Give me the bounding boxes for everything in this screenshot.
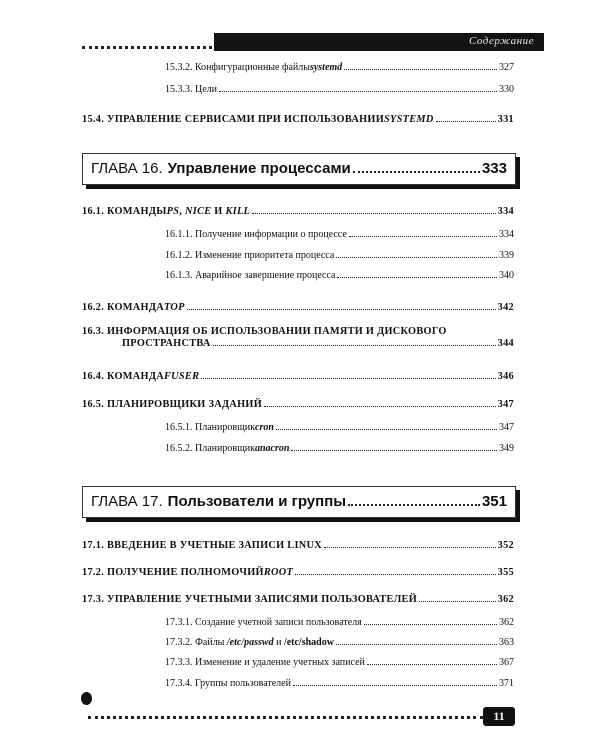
toc-section-17-3[interactable] <box>82 594 514 605</box>
entry-title: Файлы <box>195 637 227 648</box>
entry-number: 17.3.4. <box>165 678 193 689</box>
toc-section-16-4[interactable] <box>82 371 514 382</box>
toc-section-16-5[interactable] <box>82 399 514 410</box>
toc-entry-17-3-4[interactable] <box>165 678 514 689</box>
entry-title: Создание учетной записи пользователя <box>195 617 362 628</box>
section-page: 342 <box>497 302 514 313</box>
section-title: УПРАВЛЕНИЕ СЕРВИСАМИ ПРИ ИСПОЛЬЗОВАНИИ <box>106 114 384 125</box>
section-title-sep: И <box>211 206 226 217</box>
chapter-17-heading <box>91 493 507 510</box>
footer-dotted-rule <box>88 716 483 719</box>
entry-number: 17.3.3. <box>165 657 193 668</box>
section-title: ВВЕДЕНИЕ В УЧЕТНЫЕ ЗАПИСИ LINUX <box>106 540 322 551</box>
section-page: 334 <box>497 206 514 217</box>
footer-bullet-icon <box>81 692 92 705</box>
entry-number: 17.3.2. <box>165 637 193 648</box>
entry-title: Планировщик <box>195 422 255 433</box>
chapter-label: ГЛАВА 17. <box>91 493 163 510</box>
toc-section-16-1[interactable] <box>82 206 514 217</box>
section-title-italic: KILL <box>225 206 251 217</box>
header-dotted-rule <box>82 46 212 49</box>
entry-page: 347 <box>499 422 514 433</box>
section-title-italic: NICE <box>185 206 212 217</box>
section-number: 16.2. <box>82 302 105 313</box>
entry-title-italic: cron <box>255 422 274 433</box>
page-number: 11 <box>493 709 505 723</box>
section-title-italic: FUSER <box>163 371 200 382</box>
dot-leader <box>201 378 495 379</box>
chapter-16-heading <box>91 160 507 177</box>
entry-title: Группы пользователей <box>195 678 291 689</box>
section-16-3-line2 <box>122 338 514 349</box>
toc-section-16-2[interactable] <box>82 302 514 313</box>
toc-entry-16-1-3[interactable] <box>165 270 514 281</box>
dot-leader <box>324 547 496 548</box>
dot-leader <box>344 69 497 70</box>
dot-leader <box>348 504 480 506</box>
dot-leader <box>219 91 497 92</box>
entry-page: 340 <box>499 270 514 281</box>
section-number: 16.1. <box>82 206 105 217</box>
dot-leader <box>252 213 496 214</box>
section-title-line2: ПРОСТРАНСТВА <box>122 338 211 349</box>
entry-title: Изменение приоритета процесса <box>195 250 335 261</box>
toc-entry-17-3-2[interactable] <box>165 637 514 648</box>
toc-section-15-4[interactable] <box>82 114 514 125</box>
section-page: 346 <box>497 371 514 382</box>
entry-page: 349 <box>499 443 514 454</box>
entry-number: 16.1.1. <box>165 229 193 240</box>
section-title-sep: , <box>179 206 186 217</box>
section-title: КОМАНДА <box>106 371 164 382</box>
entry-title: Планировщик <box>195 443 255 454</box>
dot-leader <box>291 450 497 451</box>
toc-section-17-2[interactable] <box>82 567 514 578</box>
entry-page: 362 <box>499 617 514 628</box>
chapter-16-box[interactable] <box>82 153 516 185</box>
entry-number: 15.3.3. <box>165 84 193 95</box>
dot-leader <box>264 406 496 407</box>
entry-page: 363 <box>499 637 514 648</box>
entry-title: Изменение и удаление учетных записей <box>195 657 365 668</box>
header-title: Содержание <box>468 35 534 47</box>
dot-leader <box>295 574 496 575</box>
section-page: 352 <box>497 540 514 551</box>
dot-leader <box>336 257 497 258</box>
section-number: 16.3. <box>82 326 105 337</box>
section-title: КОМАНДЫ <box>106 206 167 217</box>
entry-number: 16.1.3. <box>165 270 193 281</box>
section-page: 355 <box>497 567 514 578</box>
section-title-line1: ИНФОРМАЦИЯ ОБ ИСПОЛЬЗОВАНИИ ПАМЯТИ И ДИСКОВОГО <box>106 326 447 337</box>
dot-leader <box>187 309 496 310</box>
dot-leader <box>419 601 496 602</box>
entry-title-bold: /etc/shadow <box>283 637 334 648</box>
entry-title: Цели <box>195 84 218 95</box>
page-number-badge <box>483 707 515 726</box>
section-page: 362 <box>497 594 514 605</box>
section-number: 15.4. <box>82 114 105 125</box>
chapter-label: ГЛАВА 16. <box>91 160 163 177</box>
section-number: 17.3. <box>82 594 105 605</box>
section-page: 347 <box>497 399 514 410</box>
section-title: КОМАНДА <box>106 302 164 313</box>
toc-section-17-1[interactable] <box>82 540 514 551</box>
toc-entry-16-5-1[interactable] <box>165 422 514 433</box>
toc-section-16-3[interactable] <box>82 326 514 349</box>
dot-leader <box>336 644 497 645</box>
section-title-italic: SYSTEMD <box>384 114 434 125</box>
entry-page: 327 <box>499 62 514 73</box>
section-number: 17.2. <box>82 567 105 578</box>
dot-leader <box>213 345 496 346</box>
section-title-italic: PS <box>166 206 180 217</box>
entry-page: 334 <box>499 229 514 240</box>
toc-entry-16-1-1[interactable] <box>165 229 514 240</box>
entry-number: 16.5.1. <box>165 422 193 433</box>
header-bar <box>214 33 544 51</box>
dot-leader <box>364 624 497 625</box>
entry-title-italic: systemd <box>309 62 343 73</box>
entry-page: 330 <box>499 84 514 95</box>
toc-entry-17-3-3[interactable] <box>165 657 514 668</box>
toc-entry-17-3-1[interactable] <box>165 617 514 628</box>
entry-page: 367 <box>499 657 514 668</box>
section-number: 17.1. <box>82 540 105 551</box>
entry-number: 15.3.2. <box>165 62 193 73</box>
entry-number: 16.5.2. <box>165 443 193 454</box>
chapter-page: 351 <box>481 493 507 510</box>
toc-entry-15-3-3[interactable] <box>165 84 514 95</box>
section-number: 16.4. <box>82 371 105 382</box>
section-title-italic: TOP <box>163 302 185 313</box>
entry-title: Конфигурационные файлы <box>195 62 310 73</box>
dot-leader <box>353 171 480 173</box>
chapter-17-box[interactable] <box>82 486 516 518</box>
entry-title: Получение информации о процессе <box>195 229 347 240</box>
chapter-page: 333 <box>481 160 507 177</box>
chapter-title: Пользователи и группы <box>167 493 347 510</box>
entry-title-italic: anacron <box>255 443 290 454</box>
section-number: 16.5. <box>82 399 105 410</box>
entry-page: 339 <box>499 250 514 261</box>
section-page: 331 <box>497 114 514 125</box>
dot-leader <box>293 685 497 686</box>
entry-page: 371 <box>499 678 514 689</box>
section-title: УПРАВЛЕНИЕ УЧЕТНЫМИ ЗАПИСЯМИ ПОЛЬЗОВАТЕЛЕЙ <box>106 594 418 605</box>
dot-leader <box>337 277 497 278</box>
entry-title: Аварийное завершение процесса <box>195 270 336 281</box>
dot-leader <box>276 429 497 430</box>
section-title: ПОЛУЧЕНИЕ ПОЛНОМОЧИЙ <box>106 567 264 578</box>
entry-title-italic: /etc/passwd <box>226 637 274 648</box>
dot-leader <box>367 664 497 665</box>
entry-number: 17.3.1. <box>165 617 193 628</box>
dot-leader <box>436 121 496 122</box>
chapter-title: Управление процессами <box>167 160 351 177</box>
toc-entry-15-3-2[interactable] <box>165 62 514 73</box>
section-title-italic: ROOT <box>263 567 294 578</box>
entry-number: 16.1.2. <box>165 250 193 261</box>
toc-entry-16-5-2[interactable] <box>165 443 514 454</box>
entry-title-sep: и <box>273 637 284 648</box>
dot-leader <box>349 236 497 237</box>
section-title: ПЛАНИРОВЩИКИ ЗАДАНИЙ <box>106 399 262 410</box>
toc-entry-16-1-2[interactable] <box>165 250 514 261</box>
section-page: 344 <box>497 338 514 349</box>
